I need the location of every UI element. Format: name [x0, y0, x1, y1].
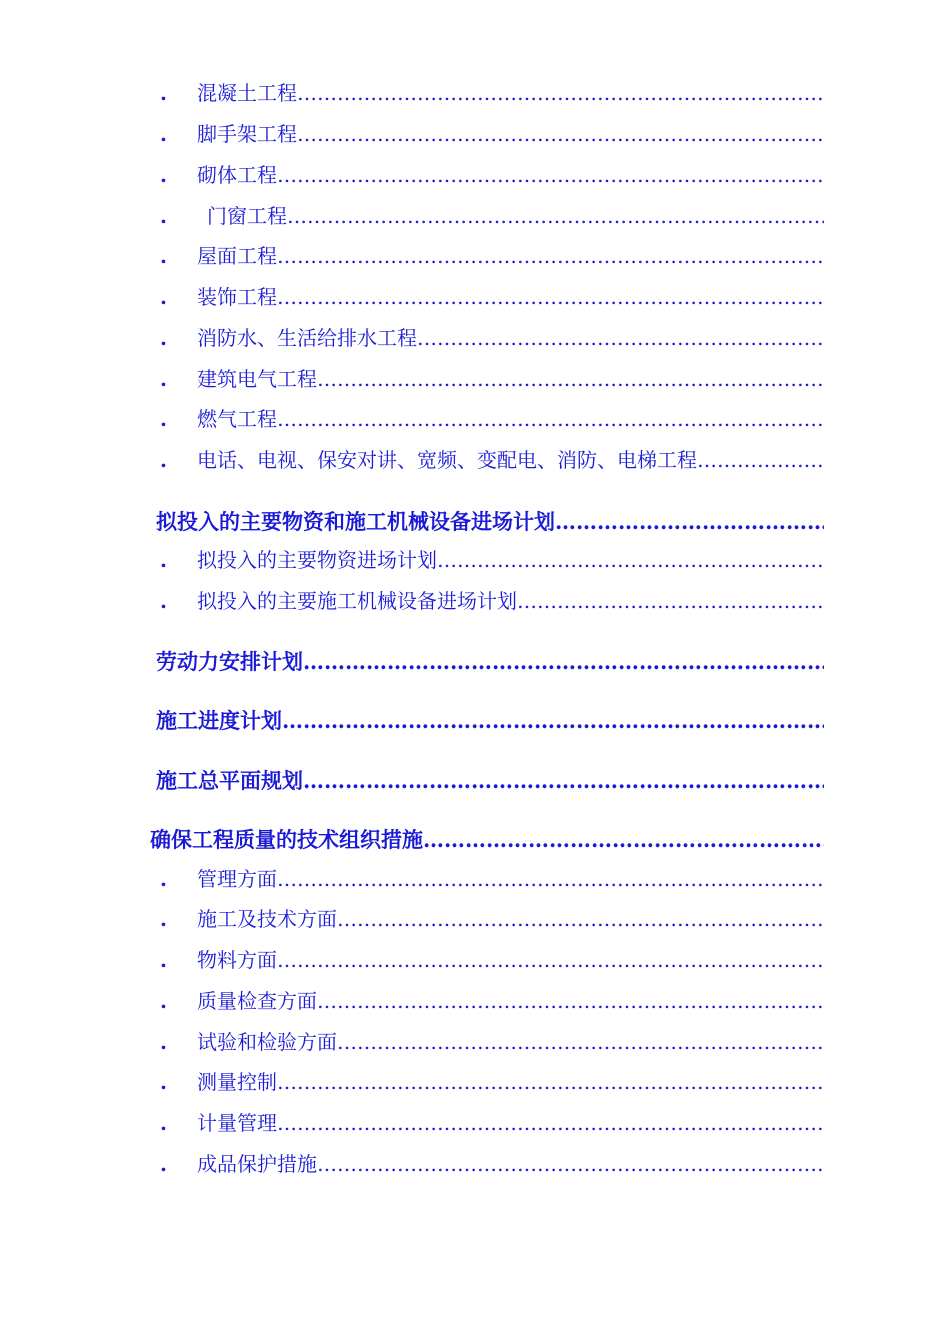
toc-entry-label: 电话、电视、保安对讲、宽频、变配电、消防、电梯工程 [197, 448, 697, 472]
toc-bullet: . [160, 1152, 167, 1176]
toc-leader-dots [317, 365, 824, 393]
toc-bullet: . [160, 867, 167, 891]
toc-entry[interactable] [160, 587, 824, 615]
toc-leader-dots [317, 1150, 824, 1178]
toc-heading-label: 施工总平面规划 [156, 768, 303, 793]
toc-bullet: . [160, 285, 167, 309]
toc-heading-label: 劳动力安排计划 [156, 649, 303, 674]
toc-entry-label: 物料方面 [197, 948, 277, 972]
toc-bullet: . [160, 204, 167, 228]
toc-leader-dots [337, 905, 824, 933]
toc-entry-label: 测量控制 [197, 1070, 277, 1094]
toc-bullet: . [160, 1111, 167, 1135]
toc-entry[interactable] [160, 987, 824, 1015]
toc-leader-dots [277, 865, 824, 893]
toc-heading[interactable] [156, 766, 824, 796]
toc-entry[interactable] [160, 446, 824, 474]
toc-entry[interactable] [160, 1109, 824, 1137]
toc-leader-dots [437, 546, 824, 574]
toc-bullet: . [160, 548, 167, 572]
toc-entry-label: 混凝土工程 [197, 81, 297, 105]
toc-leader-dots [277, 161, 824, 189]
toc-entry[interactable] [160, 546, 824, 574]
toc-leader-dots [287, 202, 824, 230]
toc-bullet: . [160, 1070, 167, 1094]
toc-leader-dots [277, 283, 824, 311]
toc-entry[interactable] [160, 405, 824, 433]
toc-entry[interactable] [160, 283, 824, 311]
toc-entry-label: 屋面工程 [197, 244, 277, 268]
toc-bullet: . [160, 163, 167, 187]
toc-entry-label: 试验和检验方面 [197, 1030, 337, 1054]
toc-entry[interactable] [160, 905, 824, 933]
toc-leader-dots [297, 120, 824, 148]
toc-bullet: . [160, 948, 167, 972]
toc-entry-label: 管理方面 [197, 867, 277, 891]
toc-entry[interactable] [160, 1068, 824, 1096]
toc-entry-label: 施工及技术方面 [197, 907, 337, 931]
toc-leader-dots [317, 987, 824, 1015]
toc-leader-dots [555, 507, 824, 537]
toc-heading[interactable] [156, 507, 824, 537]
toc-bullet: . [160, 81, 167, 105]
toc-entry-label: 成品保护措施 [197, 1152, 317, 1176]
toc-entry[interactable] [160, 865, 824, 893]
toc-entry[interactable] [160, 365, 824, 393]
toc-entry[interactable] [160, 324, 824, 352]
toc-leader-dots [277, 405, 824, 433]
toc-entry-label: 砌体工程 [197, 163, 277, 187]
toc-entry[interactable] [160, 1150, 824, 1178]
toc-leader-dots [697, 446, 824, 474]
toc-leader-dots [277, 1068, 824, 1096]
toc-bullet: . [160, 989, 167, 1013]
toc-entry[interactable] [160, 946, 824, 974]
toc-entry-label: 拟投入的主要物资进场计划 [197, 548, 437, 572]
toc-heading[interactable] [156, 706, 824, 736]
toc-entry-label: 装饰工程 [197, 285, 277, 309]
toc-leader-dots [277, 1109, 824, 1137]
toc-leader-dots [303, 766, 824, 796]
toc-bullet: . [160, 407, 167, 431]
toc-leader-dots [517, 587, 824, 615]
toc-entry-label: 拟投入的主要施工机械设备进场计划 [197, 589, 517, 613]
toc-leader-dots [297, 79, 824, 107]
toc-entry[interactable] [160, 202, 824, 230]
toc-leader-dots [423, 825, 824, 855]
toc-entry-label: 计量管理 [197, 1111, 277, 1135]
toc-heading-label: 施工进度计划 [156, 708, 282, 733]
toc-heading[interactable] [156, 647, 824, 677]
toc-entry[interactable] [160, 120, 824, 148]
toc-entry-label: 脚手架工程 [197, 122, 297, 146]
toc-heading-label: 确保工程质量的技术组织措施 [150, 827, 423, 852]
toc-bullet: . [160, 326, 167, 350]
toc-leader-dots [282, 706, 824, 736]
toc-leader-dots [303, 647, 824, 677]
toc-leader-dots [417, 324, 824, 352]
toc-leader-dots [277, 242, 824, 270]
toc-bullet: . [160, 907, 167, 931]
toc-bullet: . [160, 244, 167, 268]
toc-bullet: . [160, 122, 167, 146]
toc-bullet: . [160, 367, 167, 391]
toc-heading-label: 拟投入的主要物资和施工机械设备进场计划 [156, 509, 555, 534]
toc-entry[interactable] [160, 79, 824, 107]
toc-entry-label: 建筑电气工程 [197, 367, 317, 391]
toc-entry[interactable] [160, 161, 824, 189]
toc-bullet: . [160, 448, 167, 472]
toc-leader-dots [277, 946, 824, 974]
toc-entry-label: 门窗工程 [207, 204, 287, 228]
toc-entry-label: 消防水、生活给排水工程 [197, 326, 417, 350]
toc-bullet: . [160, 589, 167, 613]
toc-leader-dots [337, 1028, 824, 1056]
toc-bullet: . [160, 1030, 167, 1054]
toc-entry-label: 燃气工程 [197, 407, 277, 431]
toc-entry[interactable] [160, 1028, 824, 1056]
toc-entry[interactable] [160, 242, 824, 270]
toc-heading[interactable] [150, 825, 824, 855]
toc-entry-label: 质量检查方面 [197, 989, 317, 1013]
